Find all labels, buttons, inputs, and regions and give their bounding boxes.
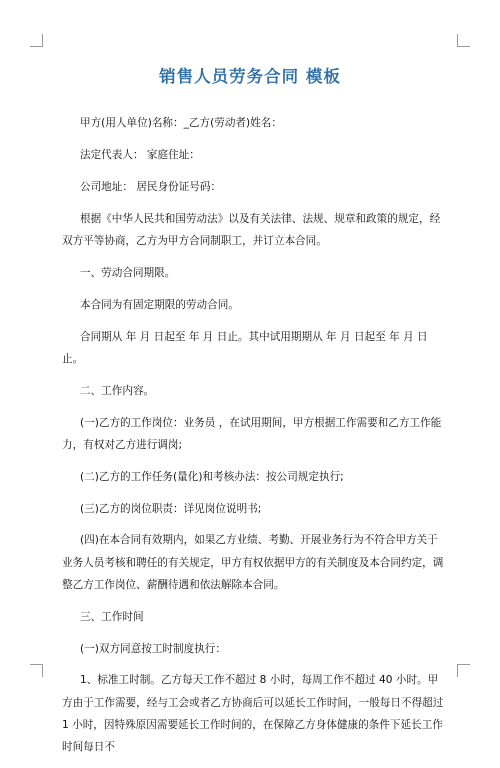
document-title: 销售人员劳务合同 模板 [159,67,341,86]
crop-mark-bottom-right [457,664,470,677]
paragraph-company-address: 公司地址： 居民身份证号码： [80,180,222,193]
document-body [62,112,448,768]
crop-mark-top-left [30,34,43,47]
paragraph-standard-hours: 1、标准工时制。乙方每天工作不超过 8 小时，每周工作不超过 40 小时。甲方由于工作需要，经与工会或者乙方协商后可以延长工作时间，一般每日不得超过 1 小时，因特殊原因需要延长工作时间的，在保障乙方身体健康的条件下延长工作时间每日不 [62,674,444,754]
paragraph-hours-system: (一)双方同意按工时制度执行： [80,642,226,655]
paragraph-fixed-term: 本合同为有固定期限的劳动合同。 [80,298,239,311]
paragraph-performance-clause: (四)在本合同有效期内，如果乙方业绩、考勤、开展业务行为不符合甲方关于业务人员考核和聘任的有关规定，甲方有权依据甲方的有关制度及本合同约定，调整乙方工作岗位、薪酬待遇和依法解除本合同。 [62,534,444,591]
heading-work-content: 二、工作内容。 [80,384,155,397]
paragraph-work-tasks: (二)乙方的工作任务(量化)和考核办法：按公司规定执行; [80,470,344,483]
crop-mark-bottom-left [30,664,43,677]
paragraph-legal-representative: 法定代表人： 家庭住址： [80,148,200,161]
paragraph-preamble: 根据《中华人民共和国劳动法》以及有关法律、法规、规章和政策的规定，经双方平等协商，乙方为甲方合同制职工，并订立本合同。 [62,212,441,247]
paragraph-job-duties: (三)乙方的岗位职责：详见岗位说明书; [80,502,262,515]
crop-mark-top-right [457,34,470,47]
heading-contract-term: 一、劳动合同期限。 [80,266,176,279]
heading-working-hours: 三、工作时间 [80,610,144,623]
paragraph-party-a-name: 甲方(用人单位)名称：_乙方(劳动者)姓名： [80,117,282,129]
paragraph-job-position: (一)乙方的工作岗位：业务员 ，在试用期间，甲方根据工作需要和乙方工作能力，有权对乙方进行调岗; [62,416,442,451]
paragraph-contract-period: 合同期从 年 月 日起至 年 月 日止。其中试用期期从 年 月 日起至 年 月 日止。 [62,330,428,365]
